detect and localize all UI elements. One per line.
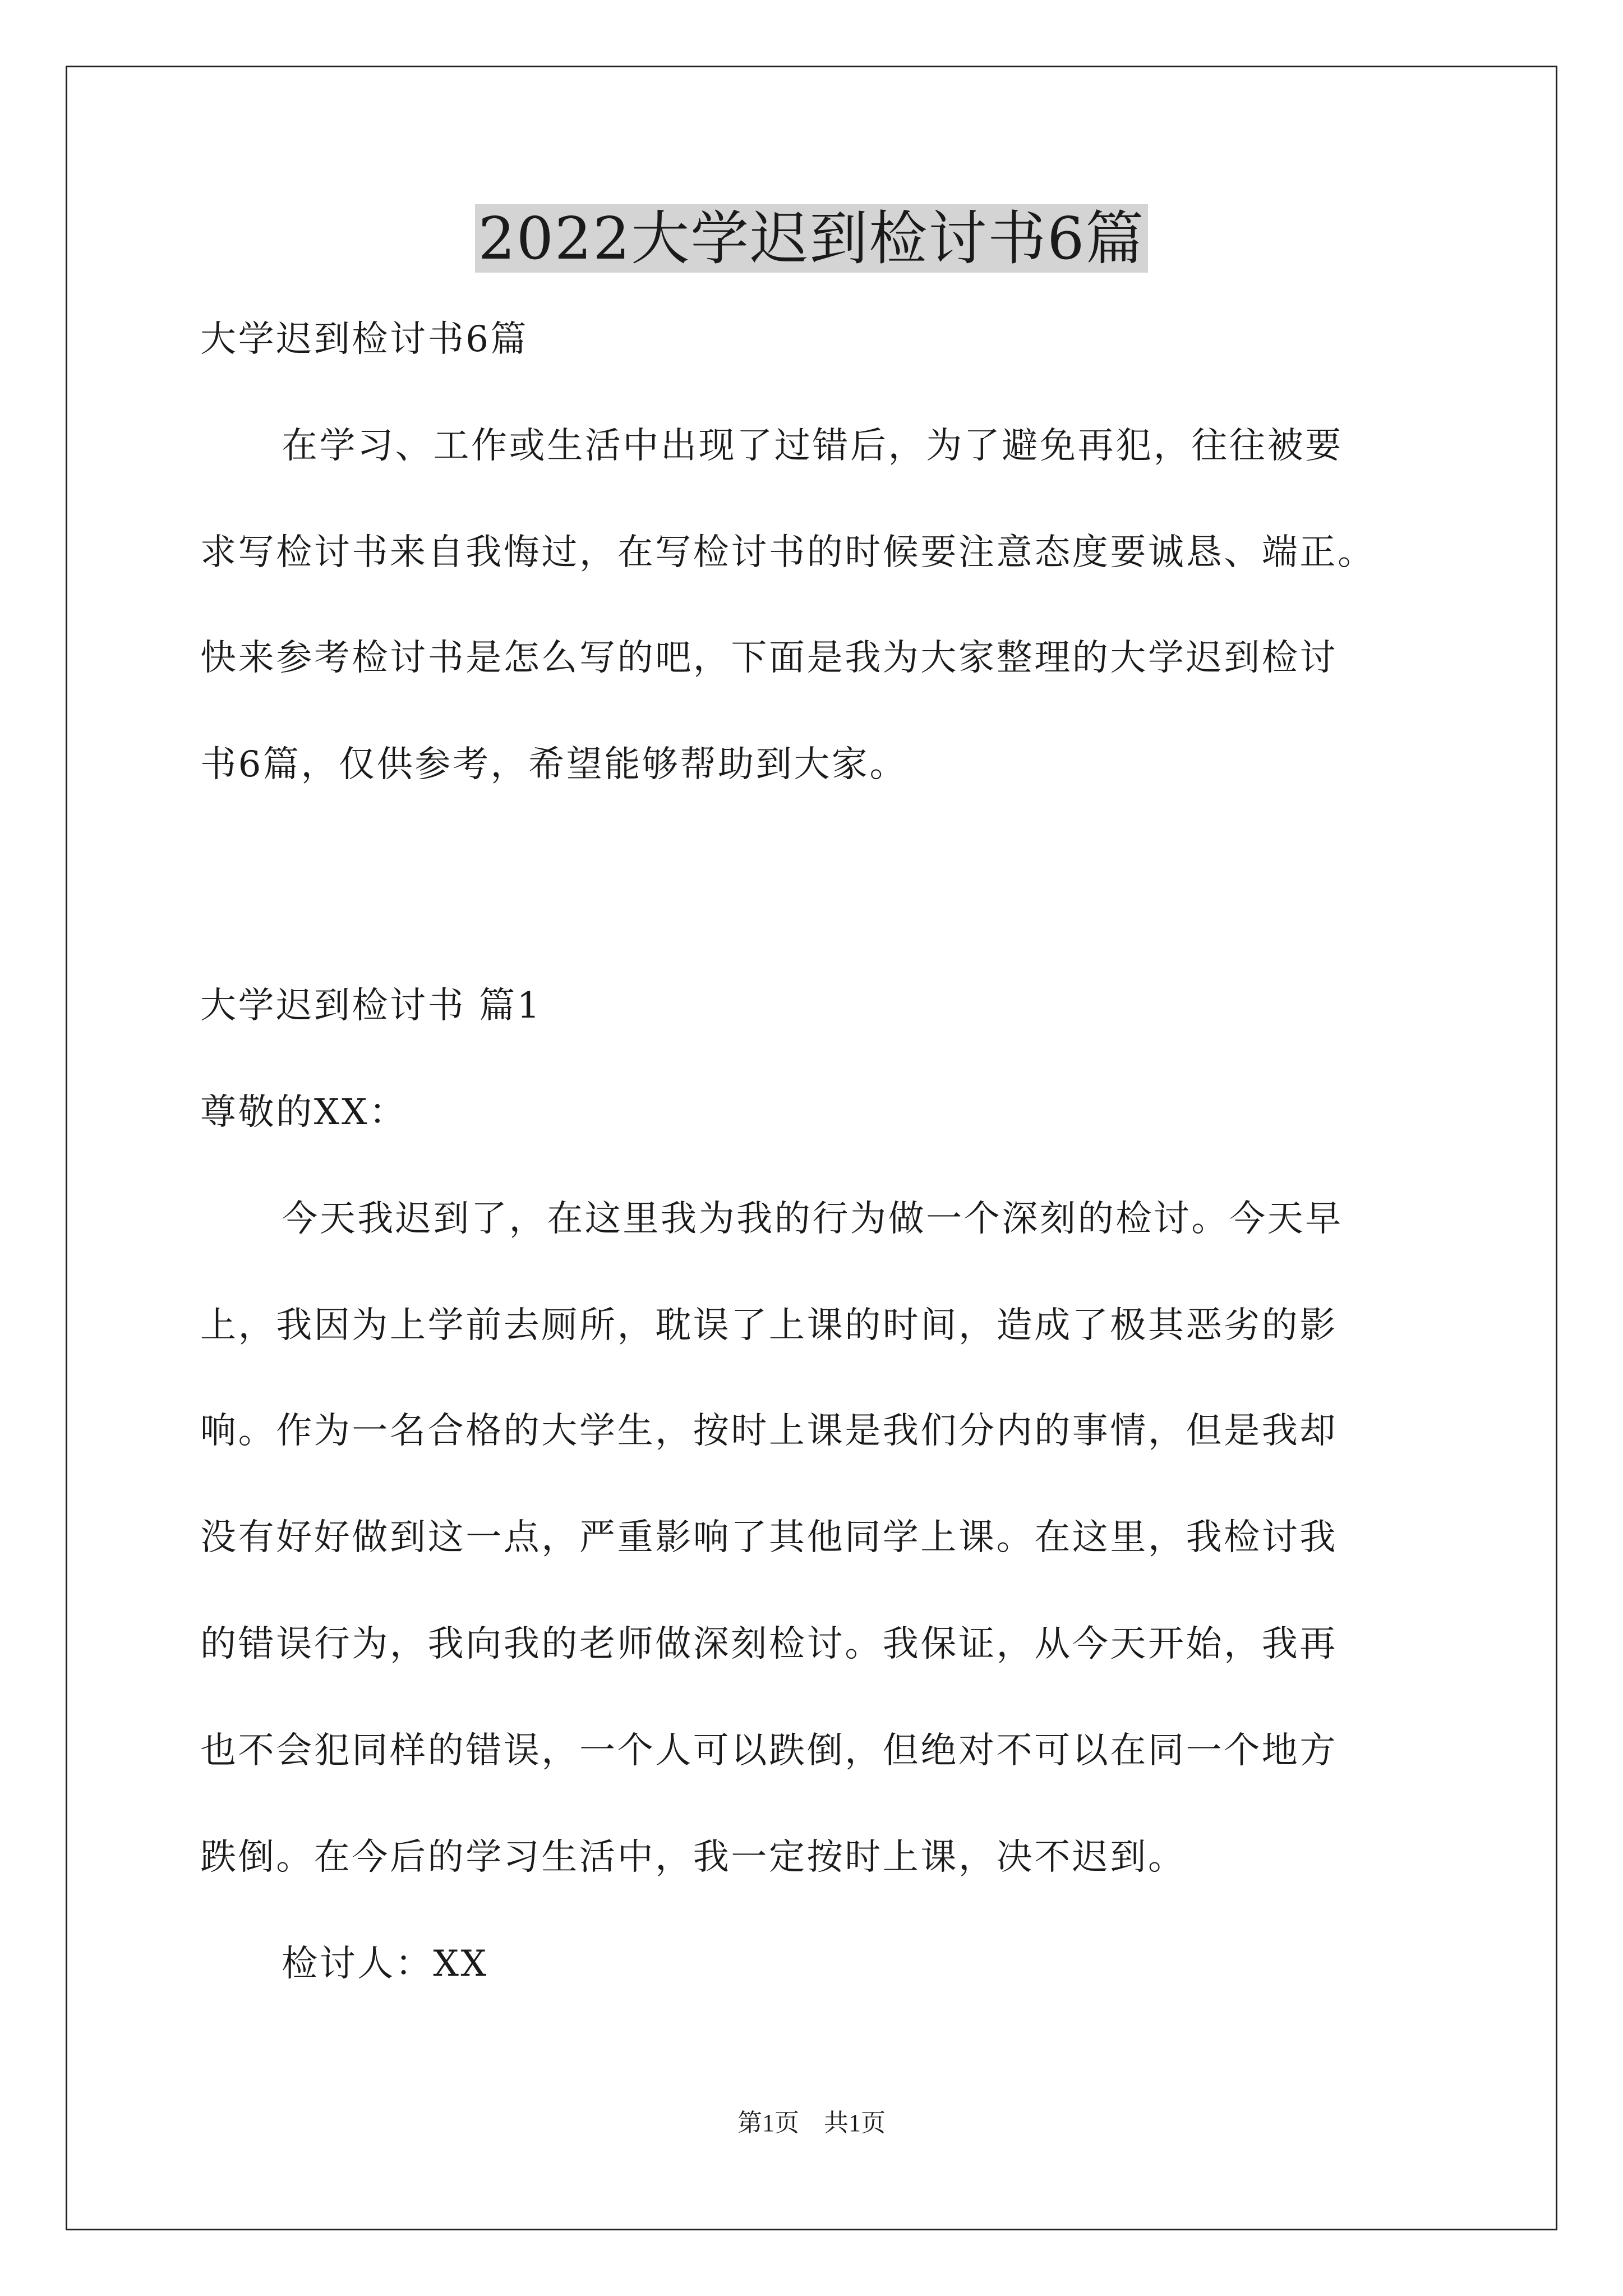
- page-footer: [0, 2106, 1623, 2140]
- body-line: 没有好好做到这一点，严重影响了其他同学上课。在这里，我检讨我: [200, 1517, 1338, 1558]
- body-line: 响。作为一名合格的大学生，按时上课是我们分内的事情，但是我却: [200, 1410, 1338, 1452]
- page-total: 共1页: [824, 2109, 886, 2137]
- intro-line: 在学习、工作或生活中出现了过错后，为了避免再犯，往往被要: [282, 425, 1343, 467]
- body-line: 今天我迟到了，在这里我为我的行为做一个深刻的检讨。今天早: [282, 1198, 1343, 1240]
- intro-line: 快来参考检讨书是怎么写的吧，下面是我为大家整理的大学迟到检讨: [200, 637, 1338, 679]
- salutation: 尊敬的XX：: [200, 1092, 407, 1133]
- body-line: 也不会犯同样的错误，一个人可以跌倒，但绝对不可以在同一个地方: [200, 1730, 1338, 1772]
- page-border: [66, 66, 1557, 2230]
- intro-line: 求写检讨书来自我悔过，在写检讨书的时候要注意态度要诚恳、端正。: [200, 532, 1376, 573]
- section-heading: 大学迟到检讨书 篇1: [200, 985, 542, 1027]
- body-line: 的错误行为，我向我的老师做深刻检讨。我保证，从今天开始，我再: [200, 1623, 1338, 1665]
- page-number: 第1页: [737, 2109, 799, 2137]
- body-line: 上，我因为上学前去厕所，耽误了上课的时间，造成了极其恶劣的影: [200, 1305, 1338, 1346]
- subtitle: 大学迟到检讨书6篇: [200, 319, 529, 360]
- body-line: 跌倒。在今后的学习生活中，我一定按时上课，决不迟到。: [200, 1837, 1186, 1878]
- intro-line: 书6篇，仅供参考，希望能够帮助到大家。: [200, 744, 908, 785]
- signature: 检讨人：XX: [282, 1943, 488, 1985]
- document-title-text: 2022大学迟到检讨书6篇: [475, 204, 1149, 273]
- document-title: [0, 199, 1623, 278]
